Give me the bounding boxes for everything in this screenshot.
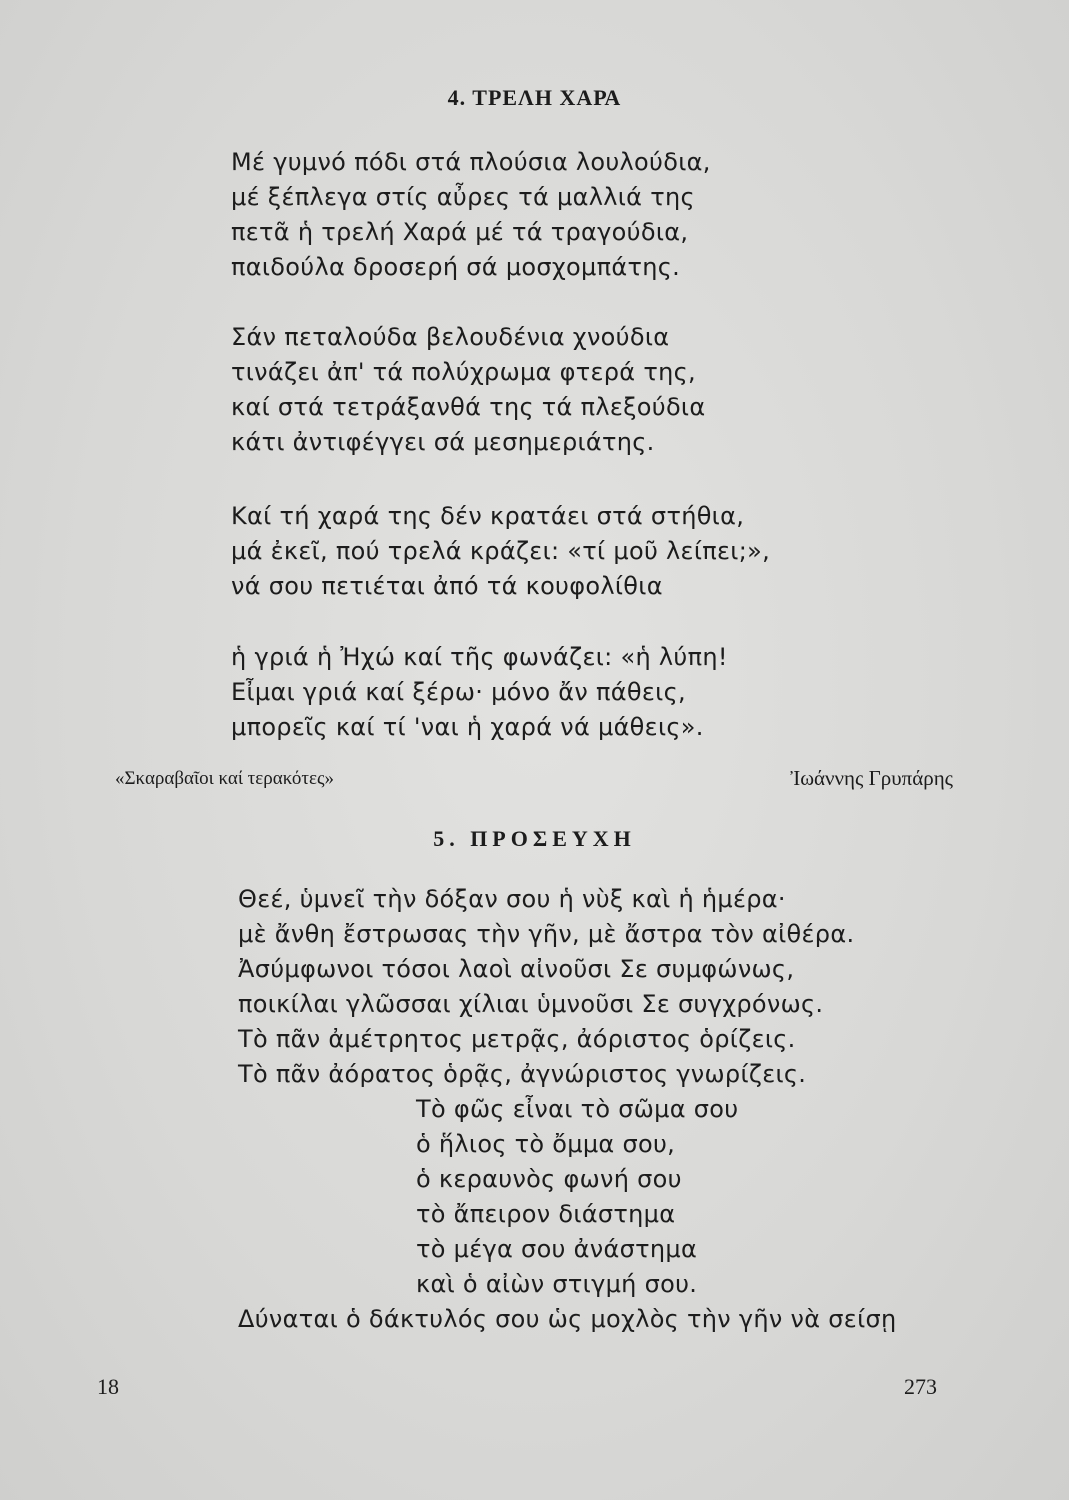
verse-line: μὲ ἄνθη ἔστρωσας τὴν γῆν, μὲ ἄστρα τὸν αἰθέρα. (238, 920, 855, 948)
verse-line: μά ἐκεῖ, πού τρελά κράζει: «τί μοῦ λείπει;», (231, 537, 770, 565)
verse-line: κάτι ἀντιφέγγει σά μεσημεριάτης. (231, 428, 655, 456)
indented-verse-line: τὸ μέγα σου ἀνάστημα (416, 1235, 698, 1263)
verse-line: Θεέ, ὑμνεῖ τὴν δόξαν σου ἡ νὺξ καὶ ἡ ἡμέρα· (238, 885, 786, 913)
poem-4-title: 4. ΤΡΕΛΗ ΧΑΡΑ (447, 85, 622, 110)
verse-line: πετᾶ ἡ τρελή Χαρά μέ τά τραγούδια, (231, 218, 689, 246)
verse-line: Σάν πεταλούδα βελουδένια χνούδια (231, 323, 670, 351)
indented-verse-line: ὁ κεραυνὸς φωνή σου (416, 1165, 682, 1193)
verse-line: ποικίλαι γλῶσσαι χίλιαι ὑμνοῦσι Σε συγχρόνως. (238, 990, 824, 1018)
verse-line: Καί τή χαρά της δέν κρατάει στά στήθια, (231, 502, 745, 530)
page-number-right: 273 (904, 1374, 937, 1399)
verse-line: Τὸ πᾶν ἀμέτρητος μετρᾷς, ἀόριστος ὁρίζεις. (238, 1025, 796, 1053)
poem-4-author: Ἰωάννης Γρυπάρης (790, 766, 953, 790)
indented-verse-line: τὸ ἄπειρον διάστημα (416, 1200, 676, 1228)
poem-5-body (238, 882, 897, 1337)
poem-4-stanza-2 (231, 320, 705, 460)
verse-line: νά σου πετιέται ἀπό τά κουφολίθια (231, 572, 663, 600)
verse-line: καί στά τετράξανθά της τά πλεξούδια (231, 393, 706, 421)
verse-line: τινάζει ἀπ' τά πολύχρωμα φτερά της, (231, 358, 696, 386)
verse-line: Μέ γυμνό πόδι στά πλούσια λουλούδια, (231, 148, 711, 176)
indented-verse-line: ὁ ἥλιος τὸ ὄμμα σου, (416, 1130, 676, 1158)
verse-line: μέ ξέπλεγα στίς αὖρες τά μαλλιά της (231, 183, 695, 211)
verse-line: Ἀσύμφωνοι τόσοι λαοὶ αἰνοῦσι Σε συμφώνως, (238, 955, 795, 983)
verse-line: παιδούλα δροσερή σά μοσχομπάτης. (231, 253, 681, 281)
verse-line: Τὸ πᾶν ἀόρατος ὁρᾷς, ἀγνώριστος γνωρίζεις. (238, 1060, 807, 1088)
verse-line: ἡ γριά ἡ Ἠχώ καί τῆς φωνάζει: «ἡ λύπη! (231, 643, 728, 671)
poem-5-title: 5. ΠΡΟΣΕΥΧΗ (433, 826, 636, 851)
indented-verse-line: Τὸ φῶς εἶναι τὸ σῶμα σου (416, 1095, 739, 1123)
poem-4-source: «Σκαραβαῖοι καί τερακότες» (115, 768, 335, 789)
verse-line: Εἶμαι γριά καί ξέρω· μόνο ἄν πάθεις, (231, 678, 686, 706)
verse-line: μπορεῖς καί τί 'ναι ἡ χαρά νά μάθεις». (231, 713, 704, 741)
page-number-left: 18 (97, 1374, 119, 1399)
poem-4-stanza-4 (231, 640, 728, 745)
poem-4-stanza-1 (231, 145, 711, 285)
poem-4-stanza-3 (231, 499, 770, 604)
indented-verse-line: καὶ ὁ αἰὼν στιγμή σου. (416, 1270, 698, 1298)
verse-line: Δύναται ὁ δάκτυλός σου ὡς μοχλὸς τὴν γῆν νὰ σείσῃ (238, 1305, 897, 1333)
